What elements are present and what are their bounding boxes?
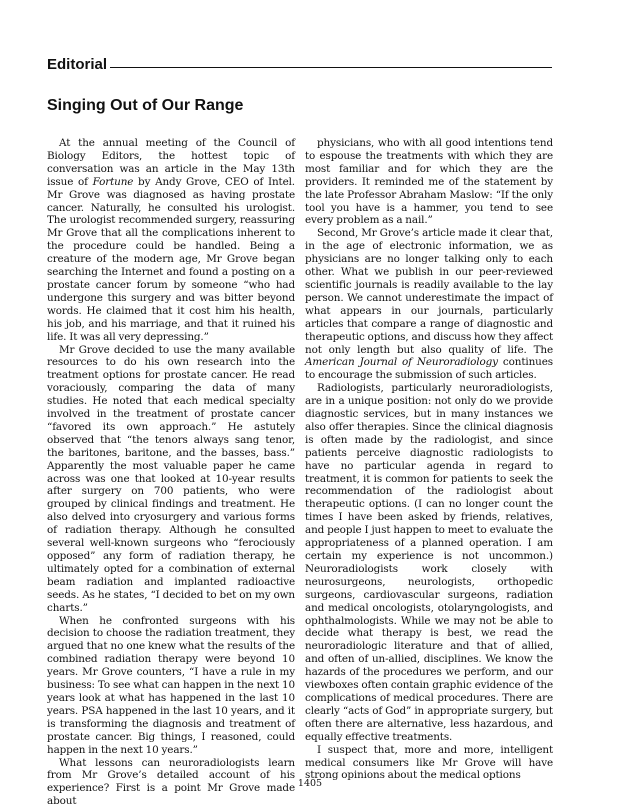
page-number: 1405 [0,778,620,789]
paragraph: At the annual meeting of the Council of Biology Editors, the hottest topic of conversation was an article in the May 13th issue of Fortune by Andy Grove, CEO of Intel. Mr Grove was diagnosed as having prostate cancer. Naturally, he consulted his urologist. The urologist recommended surgery, reassuring Mr Grove that all the complications inherent to the procedure could be handled. Being a creature of the modern age, Mr Grove began searching the Internet and found a posting on a prostate cancer forum by someone “who had undergone this surgery and was bitter beyond words. He claimed that it cost him his health, his job, and his marriage, and that it ruined his life. It was all very depressing.” [47,137,295,344]
paragraph: When he confronted surgeons with his decision to choose the radiation treatment, they argued that no one knew what the results of the combined radiation therapy were beyond 10 years. Mr Grove counters, “I have a rule in my business: To see what can happen in the next 10 years look at what has happened in the last 10 years. PSA happened in the last 10 years, and it is transforming the diagnosis and treatment of prostate cancer. Big things, I reasoned, could happen in the next 10 years.” [47,615,295,757]
paragraph: What lessons can neuroradiologists learn from Mr Grove’s detailed account of his experience? First is a point Mr Grove made about [47,757,295,808]
section-header [47,55,552,77]
paragraph: I suspect that, more and more, intelligent medical consumers like Mr Grove will have strong opinions about the medical options [305,744,553,783]
left-column [47,137,295,808]
section-rule [110,67,552,68]
article-title: Singing Out of Our Range [47,96,243,116]
section-label: Editorial [47,55,107,75]
italic-title: Fortune [93,176,134,188]
italic-title: American Journal of Neuroradiology [305,356,498,368]
paragraph: Mr Grove decided to use the many available resources to do his own research into the treatment options for prostate cancer. He read voraciously, comparing the data of many studies. He noted that each medical specialty involved in the treatment of prostate cancer “favored its own approach.” He astutely observed that “the tenors always sang tenor, the baritones, baritone, and the basses, bass.” Apparently the most valuable paper he came across was one that looked at 10-year results after surgery on 700 patients, who were grouped by clinical findings and treatment. He also delved into cryosurgery and various forms of radiation therapy. Although he consulted several well-known surgeons who “ferociously opposed” any form of radiation therapy, he ultimately opted for a combination of external beam radiation and implanted radioactive seeds. As he states, “I decided to bet on my own charts.” [47,344,295,615]
paragraph: Radiologists, particularly neuroradiologists, are in a unique position: not only do we provide diagnostic services, but in many instances we also offer therapies. Since the clinical diagnosis is often made by the radiologist, and since patients perceive diagnostic radiologists to have no particular agenda in regard to treatment, it is common for patients to seek the recommendation of the radiologist about therapeutic options. (I can no longer count the times I have been asked by friends, relatives, and people I just happen to meet to evaluate the appropriateness of a planned operation. I am certain my experience is not uncommon.) Neuroradiologists work closely with neurosurgeons, neurologists, orthopedic surgeons, cardiovascular surgeons, radiation and medical oncologists, otolaryngologists, and ophthalmologists. While we may not be able to decide what therapy is best, we read the neuroradiologic literature and that of allied, and often of un-allied, disciplines. We know the hazards of the procedures we perform, and our viewboxes often contain graphic evidence of the complications of medical procedures. There are clearly “acts of God” in appropriate surgery, but often there are alternative, less hazardous, and equally effective treatments. [305,382,553,743]
paragraph: Second, Mr Grove’s article made it clear that, in the age of electronic information, we as physicians are no longer talking only to each other. What we publish in our peer-reviewed scientific journals is readily available to the lay person. We cannot underestimate the impact of what appears in our journals, particularly articles that compare a range of diagnostic and therapeutic options, and discuss how they affect not only length but also quality of life. The American Journal of Neuroradiology continues to encourage the submission of such articles. [305,227,553,382]
paragraph: physicians, who with all good intentions tend to espouse the treatments with which they are most familiar and for which they are the providers. It reminded me of the statement by the late Professor Abraham Maslow: “If the only tool you have is a hammer, you tend to see every problem as a nail.” [305,137,553,227]
right-column [305,137,553,782]
